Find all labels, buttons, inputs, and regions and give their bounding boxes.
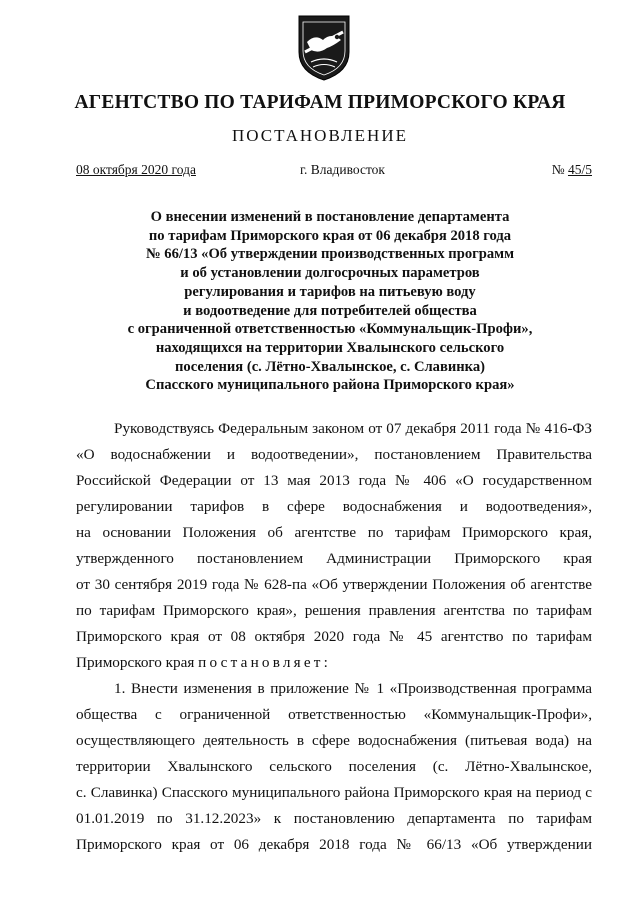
title-line: находящихся на территории Хвалынского сельского: [155, 339, 505, 356]
body-line: с. Славинка) Спасского муниципального района Приморского края на период с: [76, 784, 592, 801]
body-line: 1. Внести изменения в приложение № 1 «Производственная программа: [114, 680, 592, 697]
resolve-word: постановляет:: [198, 654, 332, 671]
document-number-prefix: №: [551, 162, 568, 177]
body-line: регулировании тарифов в сфере водоснабжения и водоотведения»,: [76, 498, 592, 515]
title-line: и водоотведение для потребителей общества: [183, 302, 477, 319]
title-line: № 66/13 «Об утверждении производственных программ: [145, 246, 515, 263]
body-line: территории Хвалынского сельского поселения (с. Лётно-Хвалынское,: [76, 758, 592, 775]
body-line: общества с ограниченной ответственностью «Коммунальщик-Профи»,: [76, 706, 592, 723]
body-line: по тарифам Приморского края», решения правления агентства по тарифам: [76, 602, 592, 619]
body-line: «О водоснабжении и водоотведении», постановлением Правительства: [76, 446, 592, 463]
title-line: по тарифам Приморского края от 06 декабря 2018 года: [148, 227, 512, 244]
title-line: О внесении изменений в постановление департамента: [150, 209, 510, 225]
document-number: [552, 162, 592, 178]
body-line: от 30 сентября 2019 года № 628-па «Об утверждении Положения об агентстве: [76, 576, 592, 593]
document-body: [76, 416, 592, 858]
body-line: Российской Федерации от 13 мая 2013 года № 406 «О государственном: [76, 472, 592, 489]
document-date: 08 октября 2020 года: [76, 162, 196, 177]
body-line: утвержденного постановлением Администрации Приморского края: [76, 550, 592, 567]
agency-name: АГЕНТСТВО ПО ТАРИФАМ ПРИМОРСКОГО КРАЯ: [74, 92, 566, 113]
body-line: [76, 650, 592, 676]
body-line: Приморского края от 08 октября 2020 года № 45 агентство по тарифам: [76, 628, 592, 645]
title-line: с ограниченной ответственностью «Коммунальщик-Профи»,: [127, 321, 533, 338]
title-line: регулирования и тарифов на питьевую воду: [184, 283, 476, 300]
document-title: [90, 208, 570, 395]
title-line: и об установлении долгосрочных параметров: [180, 265, 480, 282]
document-type: ПОСТАНОВЛЕНИЕ: [231, 126, 408, 145]
body-line: Приморского края от 06 декабря 2018 года № 66/13 «Об утверждении: [76, 836, 592, 853]
body-line-start: Приморского края: [76, 654, 199, 671]
document-number-value: 45/5: [567, 162, 592, 177]
primorsky-krai-coat-of-arms-icon: [293, 12, 355, 82]
body-line: 01.01.2019 по 31.12.2023» к постановлению департамента по тарифам: [76, 810, 592, 827]
document-city: г. Владивосток: [300, 162, 385, 177]
title-line: Спасского муниципального района Приморского края»: [145, 377, 515, 394]
title-line: поселения (с. Лётно-Хвалынское, с. Славинка): [174, 358, 486, 375]
body-line: осуществляющего деятельность в сфере водоснабжения (питьевая вода) на: [76, 732, 592, 749]
body-line: на основании Положения об агентстве по тарифам Приморского края,: [76, 524, 592, 541]
body-line: Руководствуясь Федеральным законом от 07 декабря 2011 года № 416-ФЗ: [114, 420, 592, 437]
